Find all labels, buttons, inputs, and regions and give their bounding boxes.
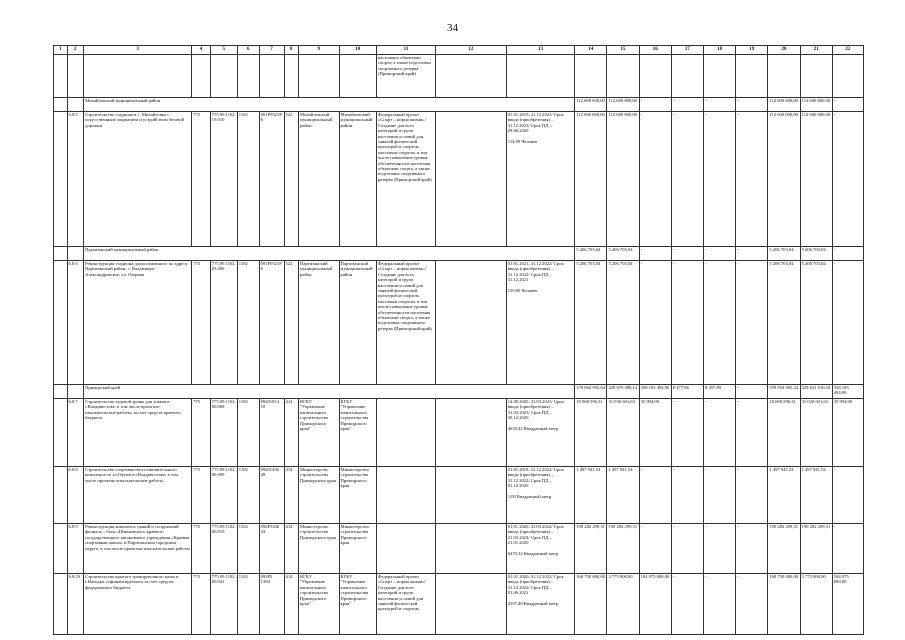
header-cell: 21 <box>800 46 832 55</box>
table-cell: 6.8.9 <box>67 524 84 574</box>
amount-cell: - <box>671 261 703 385</box>
table-cell: 6.8.7 <box>67 399 84 467</box>
amount-cell: 229 679 488,14 <box>607 385 639 399</box>
table-cell: 775.09.1102.19.010 <box>210 112 237 247</box>
table-cell: Федеральный проект «Спорт – норма жизни»/Создание для всех категорий и групп населения условий для занятий физической культурой и спортом, массовым спортом, в том числе повышение уровня обеспеченности населения объектами спорта, а также подготовка спортивного резерва (Приморский край) <box>376 261 435 385</box>
table-cell <box>639 55 671 98</box>
table-cell: 1102 <box>237 524 259 574</box>
table-cell: 414 <box>284 467 299 524</box>
subtotal-label: Приморский край <box>84 385 575 399</box>
table-cell <box>607 55 639 98</box>
amount-cell: - <box>832 98 863 112</box>
table-cell: Реконструкция комплекса зданий и сооружений филиала – базы «Шмаковского краевого государственного автономного учреждения «Краевая спортивная школа» в Партизанском городском округе, в том числе проектно-изыскательские работы <box>84 524 192 574</box>
table-cell: 01.01.2020–31.12.2022/ Срок ввода (приобретения) – 31.12.2022/ Срок ПД – 01.06.2021 2597,40 Квадратный метр <box>506 574 575 635</box>
table-cell: 092Р5436 43 <box>259 524 284 574</box>
table-cell: 414 <box>284 399 299 467</box>
table-cell: Федеральный проект «Спорт – норма жизни»/Создание для всех категорий и групп населения условий для занятий физической культурой и спортом, <box>376 574 435 635</box>
header-cell: 16 <box>639 46 671 55</box>
table-cell <box>376 524 435 574</box>
amount-cell: 112 600 000,00 <box>575 112 607 247</box>
table-cell <box>54 261 68 385</box>
table-cell <box>54 399 68 467</box>
table-row <box>54 524 864 574</box>
table-cell <box>192 55 211 98</box>
table-cell <box>436 524 507 574</box>
amount-cell: - <box>671 399 703 467</box>
table-cell <box>54 112 68 247</box>
table-cell <box>768 55 800 98</box>
amount-cell: 31 030 601,63 <box>607 399 639 467</box>
amount-cell: - <box>832 261 863 385</box>
table-cell: Михайловский муниципальный район <box>299 112 340 247</box>
header-cell: 8 <box>284 46 299 55</box>
amount-cell: - <box>704 112 736 247</box>
header-cell: 11 <box>376 46 435 55</box>
amount-cell: - <box>704 261 736 385</box>
amount-cell: - <box>671 112 703 247</box>
table-cell: 775 <box>192 261 211 385</box>
table-cell <box>436 261 507 385</box>
continuation-row <box>54 55 864 98</box>
table-cell: Строительство стадиона в с. Михайловка с искусственным покрытием и устройством беговой дорожки <box>84 112 192 247</box>
table-cell <box>506 55 575 98</box>
table-cell: 775 <box>192 524 211 574</box>
amount-cell: 5 206 703,04 <box>800 247 832 261</box>
header-cell: 14 <box>575 46 607 55</box>
table-cell: 775 <box>192 574 211 635</box>
amount-cell: - <box>704 247 736 261</box>
table-cell: 775 <box>192 399 211 467</box>
header-cell: 3 <box>84 46 192 55</box>
amount-cell: - <box>639 524 671 574</box>
amount-cell: - <box>639 247 671 261</box>
table-cell: Михайловский муниципальный район <box>339 112 376 247</box>
amount-cell: 31 020 601,63 <box>800 399 832 467</box>
table-cell: 01.01.2018–31.12.2022/ Срок ввода (приобретения) – 31.12.2022/ Срок ПД – 01.10.2020 1,00 Квадратный метр <box>506 467 575 524</box>
header-cell: 4 <box>192 46 211 55</box>
amount-cell: - <box>832 524 863 574</box>
amount-cell: - <box>704 467 736 524</box>
amount-cell: 168 750 000,00 <box>575 574 607 635</box>
amount-cell: - <box>639 261 671 385</box>
table-cell <box>54 524 68 574</box>
table-cell: 01.01.2020–31.03.2024/ Срок ввода (приобретения) – 31.03.2024/ Срок ПД – 21.01.2020 6470,34 Квадратный метр <box>506 524 575 574</box>
header-cell: 18 <box>704 46 736 55</box>
table-cell <box>237 55 259 98</box>
amount-cell: 8 457,89 <box>704 385 736 399</box>
table-cell: Строительство крытого тренировочного катка в г.Находка, софинансируемого за счет средств федерального бюджета <box>84 574 192 635</box>
amount-cell: 190 282 299,31 <box>607 524 639 574</box>
subtotal-row <box>54 247 864 261</box>
table-cell: 01.01.2019–31.12.2023/ Срок ввода (приобретения) – 31.12.2023/ Срок ПД – 29.06.2020 114,99 Человек <box>506 112 575 247</box>
header-cell: 17 <box>671 46 703 55</box>
header-cell: 9 <box>299 46 340 55</box>
amount-cell: 35 994,90 <box>832 399 863 467</box>
table-cell <box>800 55 832 98</box>
amount-cell: 1 497 941,54 <box>768 467 800 524</box>
amount-cell: 112 600 000,00 <box>607 98 639 112</box>
table-cell <box>67 55 84 98</box>
amount-cell: 1 497 941,54 <box>607 467 639 524</box>
amount-cell: - <box>671 574 703 635</box>
table-cell: 775.09.1102.00.041 <box>210 574 237 635</box>
table-cell <box>67 247 84 261</box>
amount-cell: 112 600 000,00 <box>768 112 800 247</box>
amount-cell: 112 600 000,00 <box>607 112 639 247</box>
amount-cell: - <box>736 112 768 247</box>
amount-cell: - <box>704 574 736 635</box>
table-cell: Строительство спортивно-восстановительного комплекса по ул.Героев в г.Владивостоке, в том числе проектно-изыскательские работы <box>84 467 192 524</box>
amount-cell: 358 183 494,90 <box>832 385 863 399</box>
table-cell <box>54 467 68 524</box>
table-row <box>54 574 864 635</box>
header-cell: 2 <box>67 46 84 55</box>
amount-cell: 5 206 703,04 <box>768 247 800 261</box>
table-cell: 522 <box>284 261 299 385</box>
amount-cell: - <box>704 399 736 467</box>
table-cell <box>54 385 68 399</box>
table-cell: Федеральный проект «Спорт – норма жизни»/Создание для всех категорий и групп населения условий для занятий физической культурой и спортом, массовым спортом, в том числе повышение уровня обеспеченности населения объектами спорта, а также подготовка спортивного резерва (Приморский край) <box>376 112 435 247</box>
amount-cell: 358 183 494,90 <box>639 385 671 399</box>
table-cell <box>54 247 68 261</box>
table-cell: 775.09.1102.00.008 <box>210 399 237 467</box>
page-number: 34 <box>447 22 458 34</box>
amount-cell: - <box>671 98 703 112</box>
table-cell <box>299 55 340 98</box>
amount-cell: 184 975 000,00 <box>639 574 671 635</box>
amount-cell: 5 206 703,04 <box>800 261 832 385</box>
header-cell: 19 <box>736 46 768 55</box>
amount-cell: - <box>832 112 863 247</box>
subtotal-row <box>54 385 864 399</box>
table-cell <box>704 55 736 98</box>
amount-cell: - <box>704 524 736 574</box>
amount-cell: - <box>639 98 671 112</box>
header-cell: 20 <box>768 46 800 55</box>
table-cell: 092Р5 1394 <box>259 574 284 635</box>
amount-cell: - <box>671 467 703 524</box>
amount-cell: 378 854 905,24 <box>768 385 800 399</box>
table-cell: 414 <box>284 574 299 635</box>
table-cell: Партизанский муниципальный район <box>299 261 340 385</box>
amount-cell: - <box>639 112 671 247</box>
table-cell: 1102 <box>237 399 259 467</box>
table-cell <box>284 55 299 98</box>
amount-cell: 5 206 703,04 <box>768 261 800 385</box>
amount-cell: 3 775 000,00 <box>800 574 832 635</box>
table-cell <box>54 574 68 635</box>
amount-cell: 3 775 000,00 <box>607 574 639 635</box>
header-cell: 15 <box>607 46 639 55</box>
table-cell: 414 <box>284 524 299 574</box>
table-cell <box>84 55 192 98</box>
amount-cell: 5 206 703,04 <box>575 247 607 261</box>
table-cell: 091Р5921Р6 <box>259 112 284 247</box>
amount-cell: 229 631 010,34 <box>800 385 832 399</box>
table-cell: 1102 <box>237 112 259 247</box>
amount-cell: - <box>704 98 736 112</box>
table-cell: 6.8.10 <box>67 574 84 635</box>
header-cell: 13 <box>506 46 575 55</box>
amount-cell: - <box>832 467 863 524</box>
table-cell: КГКУ "Управление капитального строительства Приморского края" <box>339 399 376 467</box>
amount-cell: 18 068 596,31 <box>575 399 607 467</box>
subtotal-label: Партизанский муниципальный район <box>84 247 575 261</box>
table-cell: 6.8.5 <box>67 112 84 247</box>
amount-cell: 378 862 993,04 <box>575 385 607 399</box>
table-cell: 01.01.2021–31.12.2022/ Срок ввода (приобретения) – 31.12.2022/ Срок ПД – 31.12.2021 150,00 Человек <box>506 261 575 385</box>
table-cell: 775.09.1102.23.006 <box>210 261 237 385</box>
amount-cell: 8 477,86 <box>671 385 703 399</box>
table-cell <box>376 467 435 524</box>
header-cell: 1 <box>54 46 68 55</box>
header-cell: 10 <box>339 46 376 55</box>
amount-cell: 5 206 703,04 <box>607 261 639 385</box>
table-cell: 775 <box>192 112 211 247</box>
amount-cell: 1 497 941,54 <box>575 467 607 524</box>
table-row <box>54 467 864 524</box>
table-cell: КГКУ "Управление капитального строительства Приморского края" <box>299 574 340 635</box>
header-cell: 6 <box>237 46 259 55</box>
table-cell: настоящих объектами спорта, а также подготовка спортивного резерва (Приморский край) <box>376 55 435 98</box>
table-cell: 522 <box>284 112 299 247</box>
table-cell: Министерство строительства Приморского края <box>339 467 376 524</box>
table-cell <box>671 55 703 98</box>
table-cell: 14.08.2020–31.03.2023/ Срок ввода (приобретения) – 31.03.2023/ Срок ПД – 30.12.2020 4639,42 Квадратный метр <box>506 399 575 467</box>
table-cell <box>376 399 435 467</box>
amount-cell: 190 282 299,31 <box>575 524 607 574</box>
table-cell: 775.09.1102.00.009 <box>210 467 237 524</box>
table-cell: КГКУ "Управление капитального строительства Приморского края" <box>299 399 340 467</box>
header-cell: 5 <box>210 46 237 55</box>
amount-cell: - <box>736 385 768 399</box>
table-cell: Строительство ледовой арены для хоккея в г.Владивостоке, в том числе проектно-изыскательские работы, за счет средств краевого бюджета <box>84 399 192 467</box>
amount-cell: 112 600 000,00 <box>575 98 607 112</box>
table-cell <box>54 55 68 98</box>
table-cell <box>67 385 84 399</box>
amount-cell: 35 994,90 <box>639 399 671 467</box>
table-cell: Министерство строительства Приморского края <box>299 524 340 574</box>
amount-cell: - <box>671 524 703 574</box>
header-cell: 12 <box>436 46 507 55</box>
table-cell: КГКУ "Управление капитального строительства Приморского края" <box>339 574 376 635</box>
table-cell: Министерство строительства Приморского края <box>299 467 340 524</box>
table-cell: 091Р5921Р6 <box>259 261 284 385</box>
amount-cell: 168 750 000,00 <box>768 574 800 635</box>
amount-cell: - <box>736 467 768 524</box>
amount-cell: 112 600 000,00 <box>768 98 800 112</box>
amount-cell: - <box>736 524 768 574</box>
table-cell <box>736 55 768 98</box>
table-cell: 6.8.6 <box>67 261 84 385</box>
amount-cell: - <box>736 399 768 467</box>
amount-cell: - <box>832 247 863 261</box>
table-row <box>54 261 864 385</box>
amount-cell: 18 068 596,31 <box>768 399 800 467</box>
table-cell: 1102 <box>237 467 259 524</box>
table-cell <box>436 574 507 635</box>
amount-cell: - <box>736 574 768 635</box>
table-cell <box>259 55 284 98</box>
table-cell: 1102 <box>237 574 259 635</box>
amount-cell: - <box>736 247 768 261</box>
table-cell <box>210 55 237 98</box>
table-cell: Реконструкция стадиона, расположенного по адресу Партизанский район, с. Владимиро-Александровское, ул. Озерная <box>84 261 192 385</box>
amount-cell: 112 600 000,00 <box>800 112 832 247</box>
table-cell <box>54 98 68 112</box>
amount-cell: 112 600 000,00 <box>800 98 832 112</box>
subtotal-row <box>54 98 864 112</box>
table-cell: 09201436 49 <box>259 467 284 524</box>
table-cell: 6.8.8 <box>67 467 84 524</box>
table-cell: Партизанский муниципальный район <box>339 261 376 385</box>
table-cell: 775 <box>192 467 211 524</box>
amount-cell: 5 206 703,04 <box>607 247 639 261</box>
amount-cell: - <box>736 261 768 385</box>
table-cell: 775.09.1102.00.010 <box>210 524 237 574</box>
header-row <box>54 46 864 55</box>
table-row <box>54 112 864 247</box>
amount-cell: 190 282 299,31 <box>800 524 832 574</box>
table-row <box>54 399 864 467</box>
table-cell: 09201814 10 <box>259 399 284 467</box>
amount-cell: - <box>736 98 768 112</box>
table-cell <box>575 55 607 98</box>
table-cell <box>832 55 863 98</box>
table-cell <box>436 467 507 524</box>
table-cell: Министерство строительства Приморского края <box>339 524 376 574</box>
amount-cell: 5 206 703,04 <box>575 261 607 385</box>
amount-cell: 190 282 299,31 <box>768 524 800 574</box>
amount-cell: 1 497 941,54 <box>800 467 832 524</box>
amount-cell: 184 975 000,00 <box>832 574 863 635</box>
table-cell <box>339 55 376 98</box>
table-cell: 1102 <box>237 261 259 385</box>
table-cell <box>436 112 507 247</box>
header-cell: 22 <box>832 46 863 55</box>
header-cell: 7 <box>259 46 284 55</box>
subtotal-label: Михайловский муниципальный район <box>84 98 575 112</box>
table-cell <box>436 399 507 467</box>
amount-cell: - <box>639 467 671 524</box>
amount-cell: - <box>671 247 703 261</box>
budget-table <box>53 45 864 635</box>
table-cell <box>67 98 84 112</box>
table-cell <box>436 55 507 98</box>
table-body <box>54 46 864 635</box>
